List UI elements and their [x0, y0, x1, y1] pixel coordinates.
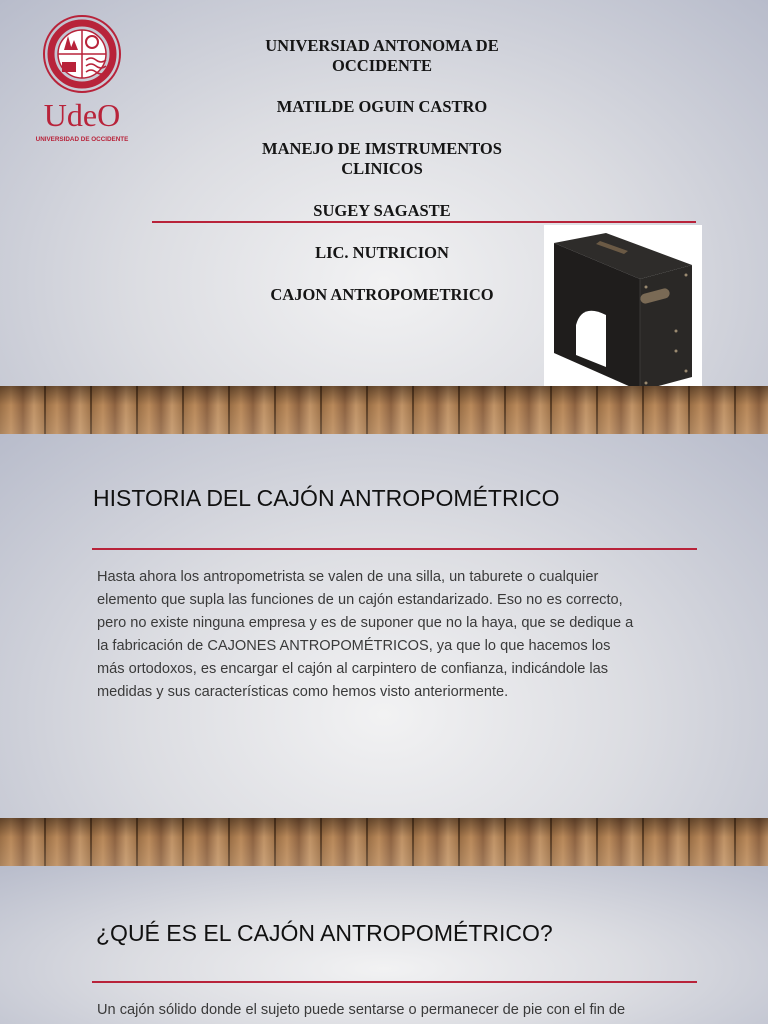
- course-name-line-1: MANEJO DE IMSTRUMENTOS: [262, 139, 502, 158]
- history-line-4: la fabricación de CAJONES ANTROPOMÉTRICOS, ya que lo que hacemos los: [97, 638, 611, 654]
- student-name: MATILDE OGUIN CASTRO: [276, 97, 488, 116]
- university-seal-icon: [26, 14, 138, 146]
- degree-name: LIC. NUTRICION: [315, 243, 449, 262]
- history-line-5: más ortodoxos, es encargar el cajón al carpintero de confianza, indicándole las: [97, 661, 609, 677]
- definition-line-1: Un cajón sólido donde el sujeto puede sentarse o permanecer de pie con el fin de: [97, 1002, 626, 1018]
- course-name-line-2: CLINICOS: [341, 159, 423, 178]
- wood-floor: [0, 386, 768, 434]
- anthropometric-box-photo: [544, 225, 702, 399]
- logo-subtitle-text: UNIVERSIDAD DE OCCIDENTE: [35, 136, 129, 143]
- history-line-3: pero no existe ninguna empresa y es de suponer que no la haya, que se dedique a: [97, 615, 634, 631]
- history-heading: HISTORIA DEL CAJÓN ANTROPOMÉTRICO: [93, 485, 560, 511]
- title-divider: [152, 221, 696, 223]
- history-paragraph: [97, 566, 697, 704]
- university-name-line-2: OCCIDENTE: [332, 56, 432, 75]
- history-divider: [92, 548, 697, 550]
- history-line-1: Hasta ahora los antropometrista se valen de una silla, un taburete o cualquier: [97, 569, 599, 585]
- presentation-topic: CAJON ANTROPOMETRICO: [270, 285, 494, 304]
- definition-heading: ¿QUÉ ES EL CAJÓN ANTROPOMÉTRICO?: [96, 920, 553, 946]
- definition-slide: [0, 866, 768, 1024]
- logo-brand-text: UdeO: [43, 97, 121, 133]
- anthropometric-box-icon: [544, 225, 702, 399]
- definition-paragraph: [97, 999, 697, 1022]
- title-slide: [0, 0, 768, 434]
- history-line-6: medidas y sus características como hemos visto anteriormente.: [97, 684, 509, 700]
- definition-divider: [92, 981, 697, 983]
- teacher-name: SUGEY SAGASTE: [313, 201, 451, 220]
- university-name-line-1: UNIVERSIAD ANTONOMA DE: [265, 36, 499, 55]
- wood-floor: [0, 818, 768, 866]
- udeo-logo: [26, 14, 138, 146]
- history-line-2: elemento que supla las funciones de un cajón estandarizado. Eso no es correcto,: [97, 592, 623, 608]
- history-slide: [0, 434, 768, 866]
